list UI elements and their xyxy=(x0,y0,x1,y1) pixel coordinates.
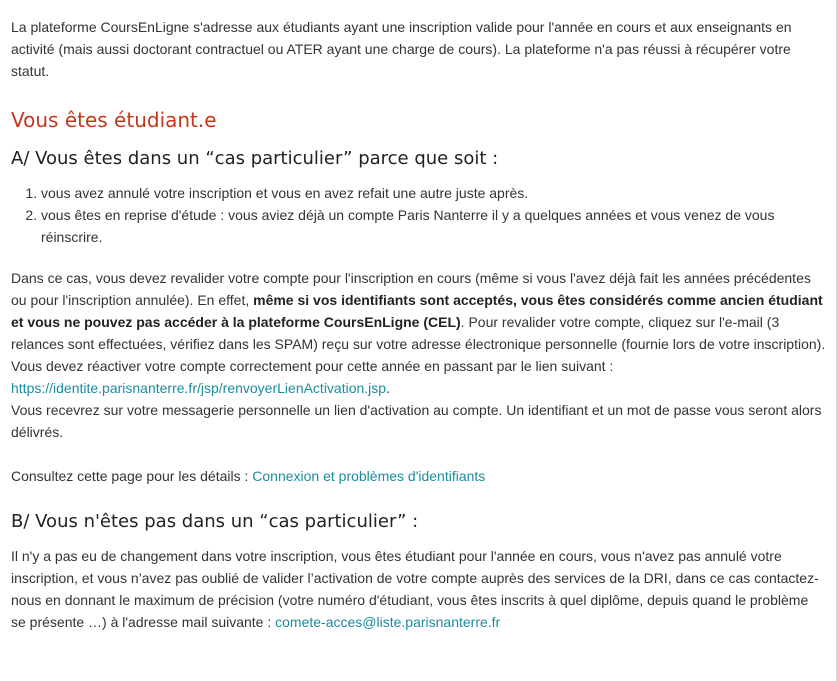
case-b-paragraph xyxy=(11,545,826,633)
details-link[interactable]: Connexion et problèmes d'identifiants xyxy=(252,468,486,484)
text-span: Vous devez réactiver votre compte correctement pour cette année en passant par le lien suivant : xyxy=(11,358,614,374)
case-a-heading: A/ Vous êtes dans un “cas particulier” parce que soit : xyxy=(11,148,499,169)
text-span: Dans ce cas, vous devez revalider votre compte pour l'inscription en cours (même si vous l'avez déjà fait les années précédentes ou pour l'inscription annulée). En effet, xyxy=(11,270,811,308)
list-item: 1. vous avez annulé votre inscription et vous en avez refait une autre juste après. xyxy=(41,182,826,204)
intro-paragraph: La plateforme CoursEnLigne s'adresse aux étudiants ayant une inscription valide pour l'année en cours et aux enseignants en activité (mais aussi doctorant contractuel ou ATER ayant une charge de cours). La plateforme n'a pas réussi à récupérer votre statut. xyxy=(11,19,792,79)
text-span: . Pour revalider votre compte, cliquez sur l'e-mail (3 relances sont effectuées, vérifiez dans les SPAM) reçu sur votre adresse électronique personnelle (fournie lors de votre inscription). xyxy=(11,314,826,352)
text-span: Il n'y a pas eu de changement dans votre inscription, vous êtes étudiant pour l'année en cours, vous n'avez pas annulé votre inscription, et vous n’avez pas oublié de valider l’activation de votre compte auprès des services de la DRI, dans ce cas contactez-nous en donnant le maximum de précision (votre numéro d'étudiant, vous êtes inscrits à quel diplôme, depuis quand le problème se présente …) à l'adresse mail suivante : xyxy=(11,548,819,630)
spacer xyxy=(11,487,826,510)
text-span: . xyxy=(386,380,390,396)
case-a-paragraph-email: Vous recevrez sur votre messagerie personnelle un lien d'activation au compte. Un identifiant et un mot de passe vous seront alors délivrés. xyxy=(11,402,822,440)
section-title: Vous êtes étudiant.e xyxy=(11,108,217,132)
contact-email-link[interactable]: comete-acces@liste.parisnanterre.fr xyxy=(275,614,501,630)
list-item: 2. vous êtes en reprise d'étude : vous aviez déjà un compte Paris Nanterre il y a quelques années et vous venez de vous réinscrire. xyxy=(41,204,826,248)
details-paragraph xyxy=(11,465,826,487)
text-span: Consultez cette page pour les détails : xyxy=(11,468,253,484)
bold-warning: même si vos identifiants sont acceptés, vous êtes considérés comme ancien étudiant et vous ne pouvez pas accéder à la plateforme CoursEnLigne (CEL) xyxy=(11,292,823,330)
case-a-paragraph-revalidate xyxy=(11,267,826,355)
activation-link[interactable]: https://identite.parisnanterre.fr/jsp/renvoyerLienActivation.jsp xyxy=(11,380,387,396)
spacer xyxy=(11,443,826,465)
case-b-heading: B/ Vous n'êtes pas dans un “cas particulier” : xyxy=(11,511,419,532)
case-a-list xyxy=(11,182,826,248)
case-a-paragraph-reactivate xyxy=(11,355,826,399)
